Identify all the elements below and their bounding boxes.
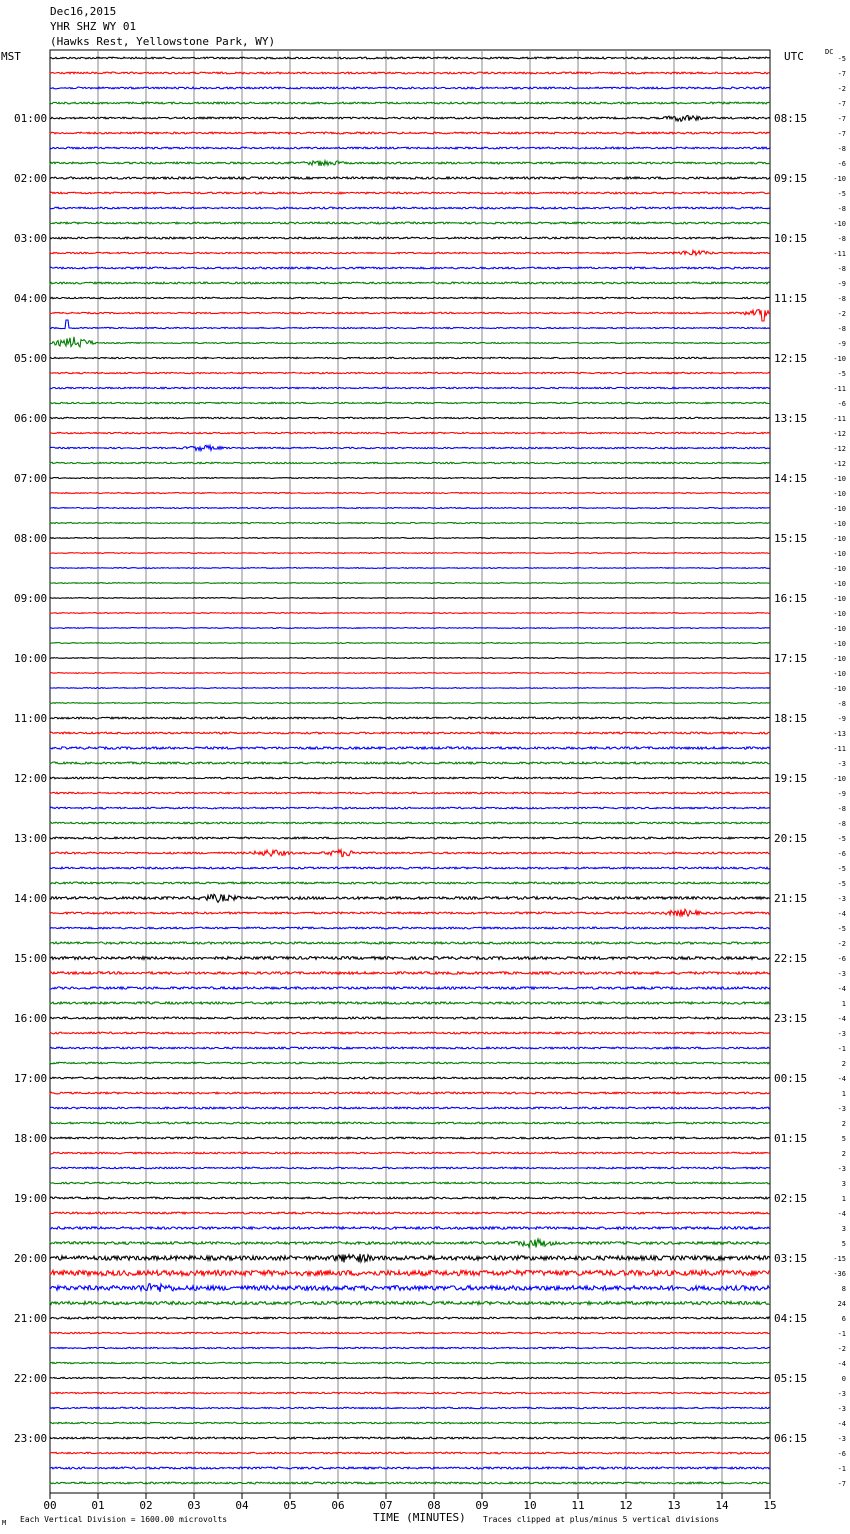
dc-offset-label: -7 (837, 100, 846, 108)
trace-row-8 (50, 177, 770, 179)
trace-row-88 (50, 1377, 770, 1378)
x-tick-label: 00 (43, 1499, 57, 1512)
trace-row-68 (50, 1077, 770, 1079)
mst-hour-label: 16:00 (14, 1012, 48, 1025)
trace-row-75 (50, 1182, 770, 1184)
dc-offset-label: -8 (837, 325, 846, 333)
trace-row-60 (50, 957, 770, 960)
dc-offset-label: -1 (837, 1045, 846, 1053)
dc-offset-label: -3 (837, 1435, 846, 1443)
trace-row-7 (50, 161, 770, 166)
trace-row-38 (50, 628, 770, 629)
trace-row-80 (50, 1254, 770, 1263)
trace-row-39 (50, 643, 770, 644)
trace-row-2 (50, 87, 770, 89)
dc-offset-label: -3 (837, 895, 846, 903)
minute-grid (50, 50, 770, 1493)
dc-offset-label: -4 (837, 1420, 846, 1428)
trace-row-56 (50, 894, 770, 902)
dc-offset-label: -2 (837, 310, 846, 318)
trace-row-74 (50, 1167, 770, 1169)
utc-hour-label: 16:15 (774, 592, 808, 605)
trace-row-90 (50, 1407, 770, 1408)
utc-hour-label: 01:15 (774, 1132, 808, 1145)
dc-offset-label: -10 (833, 595, 846, 603)
trace-row-62 (50, 987, 770, 989)
dc-offset-label: -2 (837, 940, 846, 948)
dc-offset-label: 3 (841, 1225, 846, 1233)
mst-hour-label: 06:00 (14, 412, 48, 425)
trace-row-31 (50, 523, 770, 524)
trace-row-86 (50, 1347, 770, 1348)
x-tick-label: 05 (283, 1499, 297, 1512)
trace-row-45 (50, 732, 770, 734)
dc-offset-label: -15 (833, 1255, 846, 1263)
dc-offset-label: -6 (837, 850, 846, 858)
dc-offset-label: 5 (841, 1240, 846, 1248)
x-axis-title: TIME (MINUTES) (373, 1511, 466, 1524)
trace-row-69 (50, 1092, 770, 1094)
dc-offset-label: -7 (837, 130, 846, 138)
dc-offset-label: 1 (841, 1090, 846, 1098)
trace-row-34 (50, 568, 770, 569)
trace-row-54 (50, 867, 770, 869)
dc-offset-label: -3 (837, 1105, 846, 1113)
utc-hour-label: 23:15 (774, 1012, 808, 1025)
utc-hour-label: 20:15 (774, 832, 808, 845)
dc-offset-label: -10 (833, 610, 846, 618)
trace-row-24 (50, 417, 770, 418)
dc-offset-label: -5 (837, 880, 846, 888)
dc-offset-label: -8 (837, 820, 846, 828)
trace-row-55 (50, 882, 770, 884)
trace-row-26 (50, 445, 770, 450)
mst-hour-label: 22:00 (14, 1372, 48, 1385)
trace-row-89 (50, 1392, 770, 1393)
trace-row-82 (50, 1284, 770, 1292)
trace-row-18 (50, 320, 770, 329)
dc-offset-label: 2 (841, 1150, 846, 1158)
trace-row-51 (50, 822, 770, 824)
mst-hour-label: 19:00 (14, 1192, 48, 1205)
trace-row-5 (50, 132, 770, 134)
trace-row-46 (50, 747, 770, 749)
dc-offset-label: -11 (833, 385, 846, 393)
dc-offset-header: DC (825, 48, 834, 56)
dc-offset-label: -1 (837, 1465, 846, 1473)
mst-hour-label: 21:00 (14, 1312, 48, 1325)
plot-date: Dec16,2015 (50, 5, 117, 18)
dc-offset-label: -8 (837, 805, 846, 813)
utc-hour-label: 10:15 (774, 232, 808, 245)
trace-row-67 (50, 1062, 770, 1064)
trace-row-1 (50, 72, 770, 74)
trace-row-42 (50, 688, 770, 689)
dc-offset-label: -10 (833, 175, 846, 183)
trace-row-64 (50, 1017, 770, 1019)
seismic-traces (50, 57, 770, 1484)
dc-offset-label: -6 (837, 1450, 846, 1458)
trace-row-52 (50, 837, 770, 839)
trace-row-27 (50, 462, 770, 463)
trace-row-85 (50, 1332, 770, 1333)
trace-row-59 (50, 942, 770, 944)
dc-offset-label: -4 (837, 1015, 846, 1023)
x-tick-label: 15 (763, 1499, 777, 1512)
trace-row-79 (50, 1239, 770, 1248)
dc-offset-label: -10 (833, 685, 846, 693)
utc-hour-label: 09:15 (774, 172, 808, 185)
x-tick-label: 11 (571, 1499, 585, 1512)
trace-row-65 (50, 1032, 770, 1034)
dc-offset-label: -6 (837, 955, 846, 963)
dc-offset-label: -10 (833, 565, 846, 573)
dc-offset-label: -3 (837, 970, 846, 978)
dc-offset-label: -10 (833, 520, 846, 528)
trace-row-0 (50, 57, 770, 59)
trace-row-17 (50, 310, 770, 322)
axis-labels (14, 55, 846, 1512)
dc-offset-label: -4 (837, 1075, 846, 1083)
dc-offset-label: -9 (837, 340, 846, 348)
trace-row-78 (50, 1227, 770, 1230)
x-tick-label: 06 (331, 1499, 345, 1512)
trace-row-41 (50, 673, 770, 674)
x-tick-label: 03 (187, 1499, 201, 1512)
dc-offset-label: -10 (833, 580, 846, 588)
trace-row-32 (50, 538, 770, 539)
trace-row-9 (50, 192, 770, 194)
trace-row-43 (50, 703, 770, 704)
dc-offset-label: -10 (833, 535, 846, 543)
trace-row-25 (50, 432, 770, 433)
trace-row-50 (50, 807, 770, 809)
left-timezone-label: MST (1, 50, 21, 63)
dc-offset-label: -7 (837, 70, 846, 78)
utc-hour-label: 08:15 (774, 112, 808, 125)
dc-offset-label: 5 (841, 1135, 846, 1143)
mst-hour-label: 12:00 (14, 772, 48, 785)
mst-hour-label: 13:00 (14, 832, 48, 845)
utc-hour-label: 11:15 (774, 292, 808, 305)
mst-hour-label: 09:00 (14, 592, 48, 605)
trace-row-63 (50, 1002, 770, 1004)
dc-offset-label: -8 (837, 700, 846, 708)
dc-offset-label: -13 (833, 730, 846, 738)
trace-row-94 (50, 1467, 770, 1469)
x-tick-label: 09 (475, 1499, 489, 1512)
trace-row-14 (50, 267, 770, 269)
mst-hour-label: 18:00 (14, 1132, 48, 1145)
trace-row-13 (50, 251, 770, 256)
x-tick-label: 02 (139, 1499, 153, 1512)
dc-offset-label: -3 (837, 1390, 846, 1398)
dc-offset-label: -11 (833, 745, 846, 753)
dc-offset-label: -10 (833, 670, 846, 678)
dc-offset-label: -9 (837, 280, 846, 288)
utc-hour-label: 04:15 (774, 1312, 808, 1325)
trace-row-3 (50, 102, 770, 104)
clip-note: Traces clipped at plus/minus 5 vertical divisions (483, 1515, 720, 1524)
dc-offset-label: -10 (833, 625, 846, 633)
dc-offset-label: -4 (837, 985, 846, 993)
mst-hour-label: 23:00 (14, 1432, 48, 1445)
dc-offset-label: -2 (837, 1345, 846, 1353)
dc-offset-label: 24 (837, 1300, 846, 1308)
trace-row-28 (50, 478, 770, 479)
dc-offset-label: -5 (837, 925, 846, 933)
trace-row-47 (50, 762, 770, 764)
trace-row-71 (50, 1122, 770, 1124)
dc-offset-label: -10 (833, 505, 846, 513)
trace-row-73 (50, 1152, 770, 1154)
dc-offset-label: -5 (837, 370, 846, 378)
dc-offset-label: -10 (833, 490, 846, 498)
dc-offset-label: -10 (833, 640, 846, 648)
utc-hour-label: 17:15 (774, 652, 808, 665)
dc-offset-label: -8 (837, 205, 846, 213)
dc-offset-label: -5 (837, 190, 846, 198)
mst-hour-label: 11:00 (14, 712, 48, 725)
dc-offset-label: -12 (833, 430, 846, 438)
trace-row-10 (50, 207, 770, 209)
trace-row-35 (50, 583, 770, 584)
dc-offset-label: -1 (837, 1330, 846, 1338)
dc-offset-label: -7 (837, 1480, 846, 1488)
utc-hour-label: 03:15 (774, 1252, 808, 1265)
dc-offset-label: -3 (837, 760, 846, 768)
dc-offset-label: -9 (837, 715, 846, 723)
dc-offset-label: -9 (837, 790, 846, 798)
scale-note: Each Vertical Division = 1600.00 microvolts (20, 1515, 228, 1524)
mst-hour-label: 07:00 (14, 472, 48, 485)
dc-offset-label: -36 (833, 1270, 846, 1278)
trace-row-16 (50, 297, 770, 298)
trace-row-70 (50, 1107, 770, 1109)
trace-row-92 (50, 1437, 770, 1439)
utc-hour-label: 13:15 (774, 412, 808, 425)
dc-offset-label: -5 (837, 55, 846, 63)
dc-offset-label: -3 (837, 1165, 846, 1173)
trace-row-93 (50, 1452, 770, 1454)
trace-row-77 (50, 1212, 770, 1214)
dc-offset-label: -2 (837, 85, 846, 93)
plot-frame (50, 50, 770, 1493)
trace-row-40 (50, 658, 770, 659)
trace-row-19 (50, 337, 770, 347)
trace-row-29 (50, 493, 770, 494)
dc-offset-label: 8 (841, 1285, 846, 1293)
utc-hour-label: 21:15 (774, 892, 808, 905)
trace-row-23 (50, 402, 770, 403)
trace-row-95 (50, 1482, 770, 1484)
dc-offset-label: 2 (841, 1060, 846, 1068)
dc-offset-label: -10 (833, 655, 846, 663)
dc-offset-label: -3 (837, 1405, 846, 1413)
x-tick-label: 12 (619, 1499, 633, 1512)
trace-row-61 (50, 972, 770, 975)
mst-hour-label: 20:00 (14, 1252, 48, 1265)
x-tick-label: 14 (715, 1499, 729, 1512)
dc-offset-label: -5 (837, 835, 846, 843)
trace-row-37 (50, 613, 770, 614)
trace-row-12 (50, 237, 770, 239)
x-tick-label: 01 (91, 1499, 105, 1512)
dc-offset-label: -12 (833, 460, 846, 468)
utc-hour-label: 06:15 (774, 1432, 808, 1445)
dc-offset-label: -6 (837, 160, 846, 168)
dc-offset-label: 1 (841, 1000, 846, 1008)
utc-hour-label: 00:15 (774, 1072, 808, 1085)
footer-mark: M (2, 1519, 7, 1527)
utc-hour-label: 15:15 (774, 532, 808, 545)
trace-row-83 (50, 1301, 770, 1304)
dc-offset-label: 6 (841, 1315, 846, 1323)
dc-offset-label: -8 (837, 295, 846, 303)
trace-row-11 (50, 222, 770, 224)
trace-row-87 (50, 1362, 770, 1363)
trace-row-36 (50, 598, 770, 599)
dc-offset-label: -10 (833, 550, 846, 558)
x-tick-label: 10 (523, 1499, 537, 1512)
x-tick-label: 04 (235, 1499, 249, 1512)
dc-offset-label: -8 (837, 265, 846, 273)
mst-hour-label: 17:00 (14, 1072, 48, 1085)
trace-row-4 (50, 116, 770, 122)
dc-offset-label: -12 (833, 445, 846, 453)
dc-offset-label: 2 (841, 1120, 846, 1128)
dc-offset-label: -11 (833, 250, 846, 258)
dc-offset-label: -4 (837, 910, 846, 918)
dc-offset-label: -10 (833, 355, 846, 363)
trace-row-81 (50, 1270, 770, 1275)
dc-offset-label: -4 (837, 1360, 846, 1368)
trace-row-57 (50, 909, 770, 916)
dc-offset-label: -10 (833, 775, 846, 783)
dc-offset-label: -6 (837, 400, 846, 408)
station-code: YHR SHZ WY 01 (50, 20, 137, 33)
dc-offset-label: -10 (833, 220, 846, 228)
x-tick-label: 13 (667, 1499, 681, 1512)
trace-row-21 (50, 372, 770, 373)
trace-row-91 (50, 1422, 770, 1423)
trace-row-20 (50, 357, 770, 358)
mst-hour-label: 02:00 (14, 172, 48, 185)
trace-row-76 (50, 1197, 770, 1199)
trace-row-72 (50, 1137, 770, 1139)
trace-row-22 (50, 387, 770, 388)
right-timezone-label: UTC (784, 50, 804, 63)
dc-offset-label: 3 (841, 1180, 846, 1188)
mst-hour-label: 03:00 (14, 232, 48, 245)
dc-offset-label: -10 (833, 475, 846, 483)
dc-offset-label: -11 (833, 415, 846, 423)
mst-hour-label: 04:00 (14, 292, 48, 305)
utc-hour-label: 14:15 (774, 472, 808, 485)
trace-row-33 (50, 553, 770, 554)
dc-offset-label: 1 (841, 1195, 846, 1203)
trace-row-30 (50, 508, 770, 509)
trace-row-53 (50, 850, 770, 857)
mst-hour-label: 01:00 (14, 112, 48, 125)
trace-row-84 (50, 1317, 770, 1319)
utc-hour-label: 05:15 (774, 1372, 808, 1385)
x-tick-label: 08 (427, 1499, 441, 1512)
utc-hour-label: 22:15 (774, 952, 808, 965)
x-tick-label: 07 (379, 1499, 393, 1512)
trace-row-66 (50, 1047, 770, 1049)
mst-hour-label: 15:00 (14, 952, 48, 965)
dc-offset-label: -8 (837, 235, 846, 243)
utc-hour-label: 18:15 (774, 712, 808, 725)
utc-hour-label: 02:15 (774, 1192, 808, 1205)
utc-hour-label: 12:15 (774, 352, 808, 365)
trace-row-48 (50, 777, 770, 779)
dc-offset-label: -3 (837, 1030, 846, 1038)
mst-hour-label: 08:00 (14, 532, 48, 545)
utc-hour-label: 19:15 (774, 772, 808, 785)
dc-offset-label: -4 (837, 1210, 846, 1218)
dc-offset-label: -5 (837, 865, 846, 873)
mst-hour-label: 05:00 (14, 352, 48, 365)
dc-offset-label: -7 (837, 115, 846, 123)
station-location: (Hawks Rest, Yellowstone Park, WY) (50, 35, 276, 48)
trace-row-15 (50, 282, 770, 284)
mst-hour-label: 10:00 (14, 652, 48, 665)
trace-row-58 (50, 927, 770, 929)
mst-hour-label: 14:00 (14, 892, 48, 905)
dc-offset-label: 0 (841, 1375, 846, 1383)
trace-row-49 (50, 792, 770, 794)
trace-row-6 (50, 147, 770, 149)
dc-offset-label: -8 (837, 145, 846, 153)
trace-row-44 (50, 717, 770, 719)
